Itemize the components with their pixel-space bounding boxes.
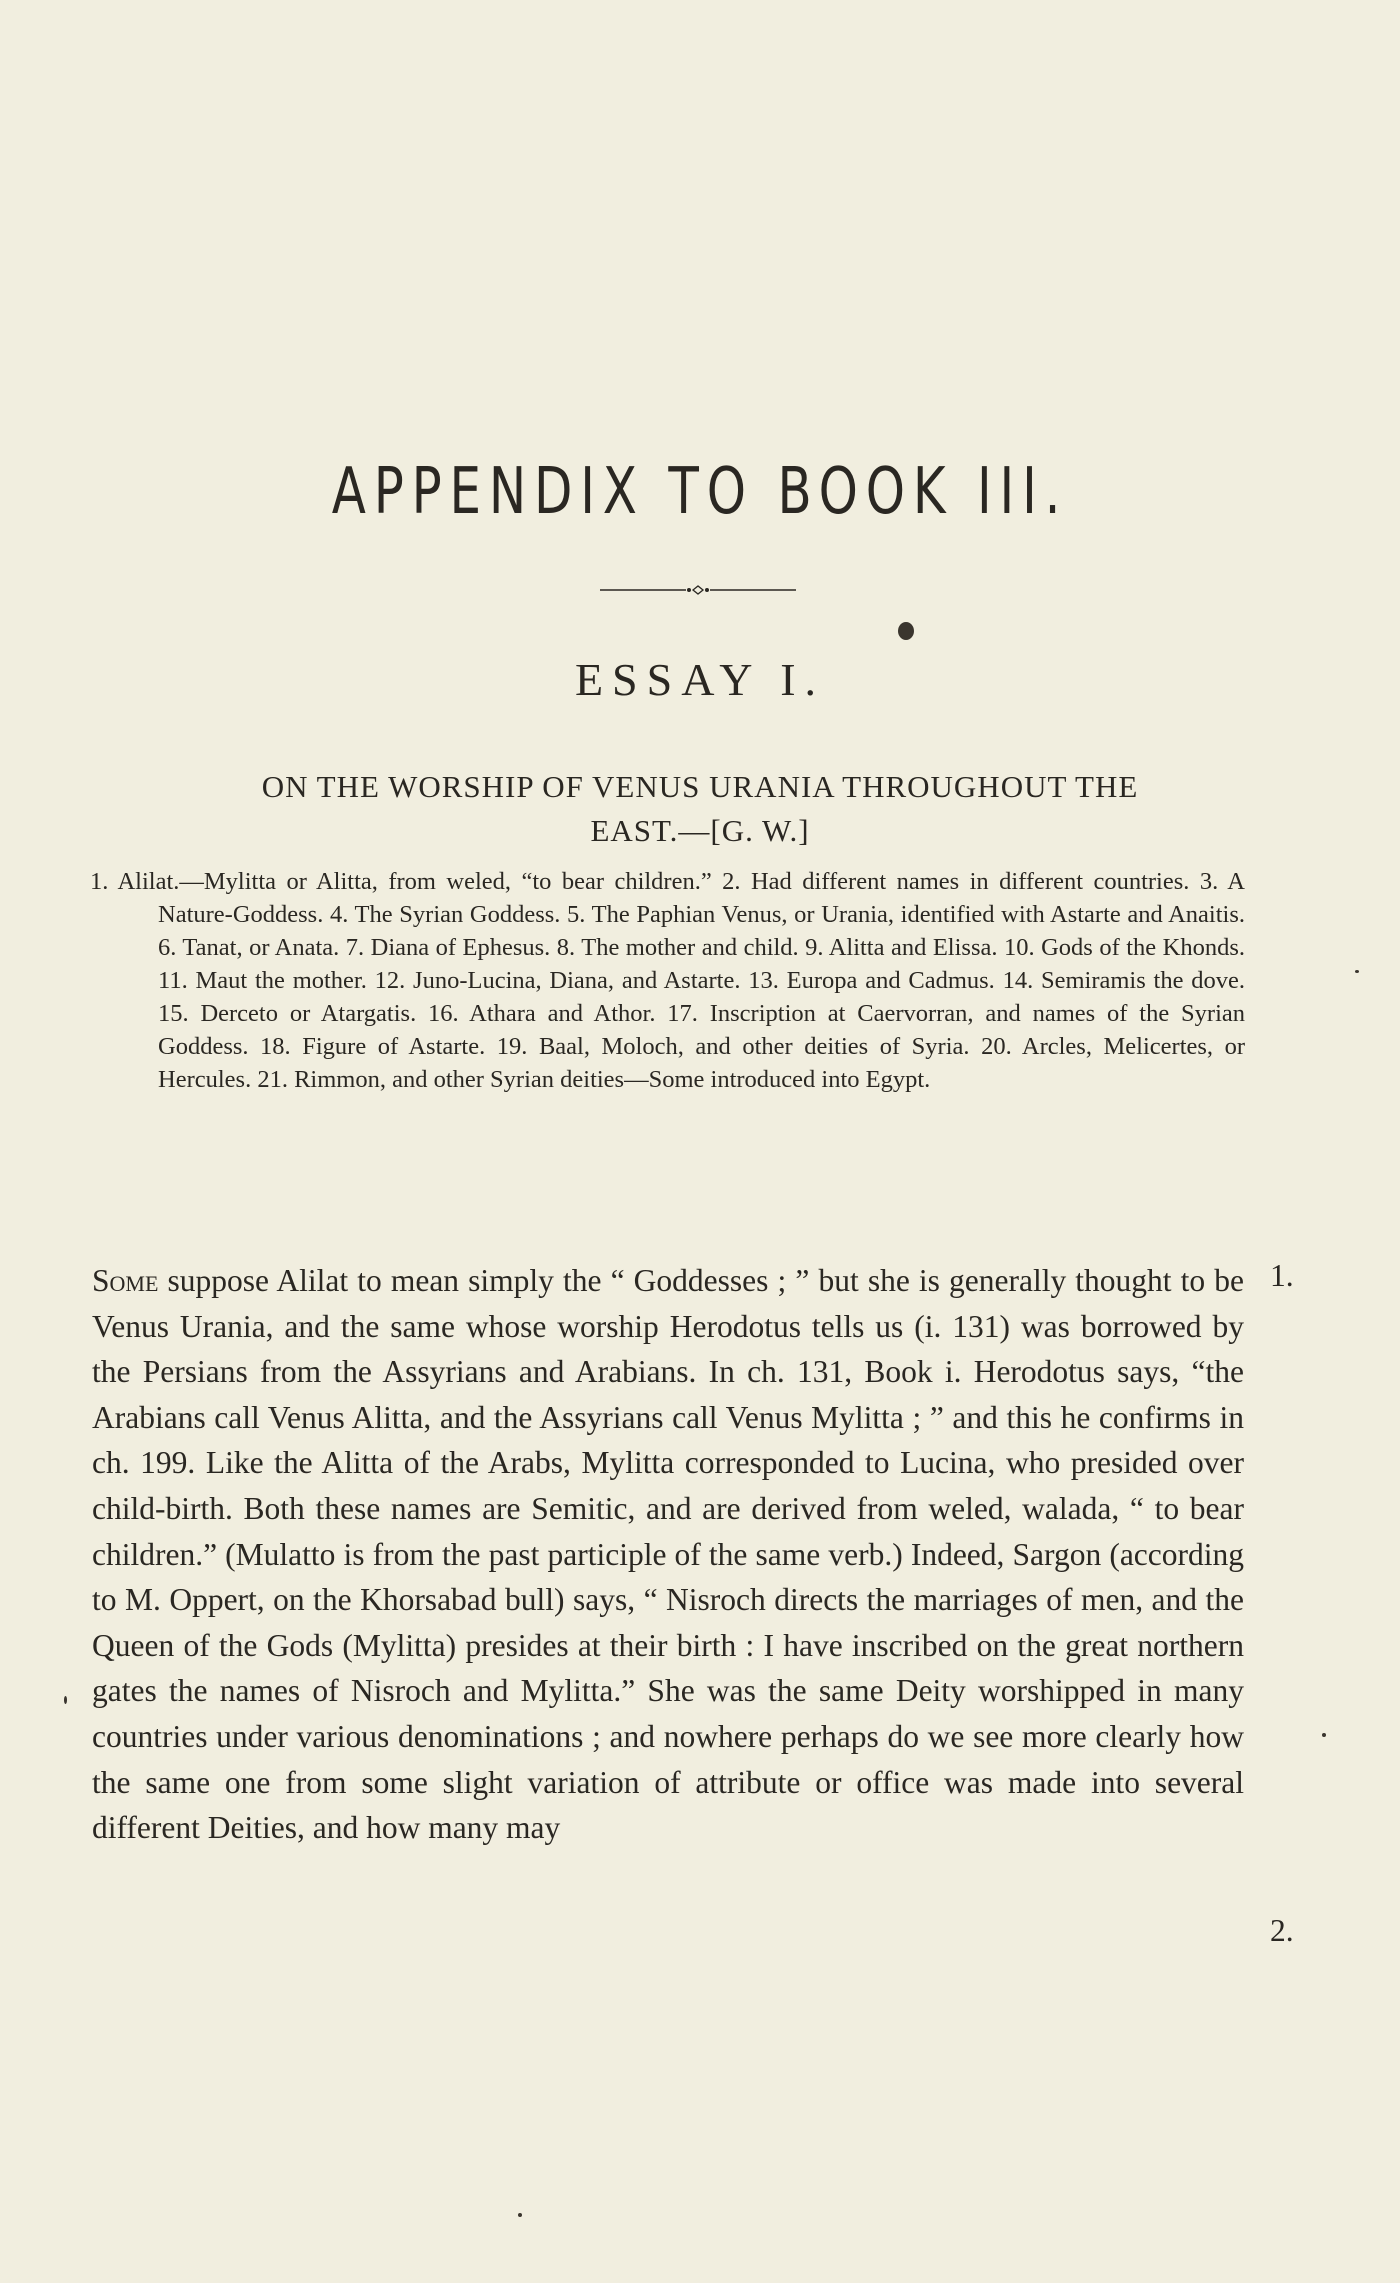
chapter-summary	[90, 865, 1245, 1096]
page-speck	[64, 1696, 67, 1704]
summary-text: 1. Alilat.—Mylitta or Alitta, from weled, “to bear children.” 2. Had different names in different countries. 3. A Nature-Goddess. 4. The Syrian Goddess. 5. The Paphian Venus, or Urania, identified with Astarte and Anaitis. 6. Tanat, or Anata. 7. Diana of Ephesus. 8. The mother and child. 9. Alitta and Elissa. 10. Gods of the Khonds. 11. Maut the mother. 12. Juno-Lucina, Diana, and Astarte. 13. Europa and Cadmus. 14. Semiramis the dove. 15. Derceto or Atargatis. 16. Athara and Athor. 17. Inscription at Caervorran, and names of the Syrian Goddess. 18. Figure of Astarte. 19. Baal, Moloch, and other deities of Syria. 20. Arcles, Melicertes, or Hercules. 21. Rimmon, and other Syrian deities—Some introduced into Egypt.	[90, 868, 1245, 1093]
page-title: APPENDIX TO BOOK III.	[331, 455, 1069, 529]
subtitle-line-1: ON THE WORSHIP OF VENUS URANIA THROUGHOUT THE	[261, 769, 1139, 804]
ink-blot	[898, 622, 914, 640]
paragraph-text: suppose Alilat to mean simply the “ Goddesses ; ” but she is generally thought to be Venus Urania, and the same whose worship Herodotus tells us (i. 131) was borrowed by the Persians from the Assyrians and Arabians. In ch. 131, Book i. Herodotus says, “the Arabians call Venus Alitta, and the Assyrians call Venus Mylitta ; ” and this he confirms in ch. 199. Like the Alitta of the Arabs, Mylitta corresponded to Lucina, who presided over child-birth. Both these names are Semitic, and are derived from weled, walada, “ to bear children.” (Mulatto is from the past participle of the same verb.) Indeed, Sargon (according to M. Oppert, on the Khorsabad bull) says, “ Nisroch directs the marriages of men, and the Queen of the Gods (Mylitta) presides at their birth : I have inscribed on the great northern gates the names of Nisroch and Mylitta.” She was the same Deity worshipped in many countries under various denominations ; and nowhere perhaps do we see more clearly how the same one from some slight variation of attribute or office was made into several different Deities, and how many may	[92, 1263, 1244, 1846]
margin-number-1: 1.	[1270, 1258, 1294, 1293]
essay-heading: ESSAY I.	[574, 654, 826, 705]
ornament-divider	[598, 580, 798, 600]
body-paragraph	[92, 1258, 1244, 1851]
margin-number-2: 2.	[1270, 1913, 1294, 1948]
essay-subtitle	[150, 765, 1250, 853]
page-speck	[1355, 970, 1359, 973]
lead-word: Some	[92, 1263, 159, 1298]
page-speck	[1322, 1733, 1326, 1737]
body-text	[92, 1258, 1244, 1851]
page-speck	[518, 2213, 522, 2217]
subtitle-line-2: EAST.—[G. W.]	[590, 813, 810, 848]
